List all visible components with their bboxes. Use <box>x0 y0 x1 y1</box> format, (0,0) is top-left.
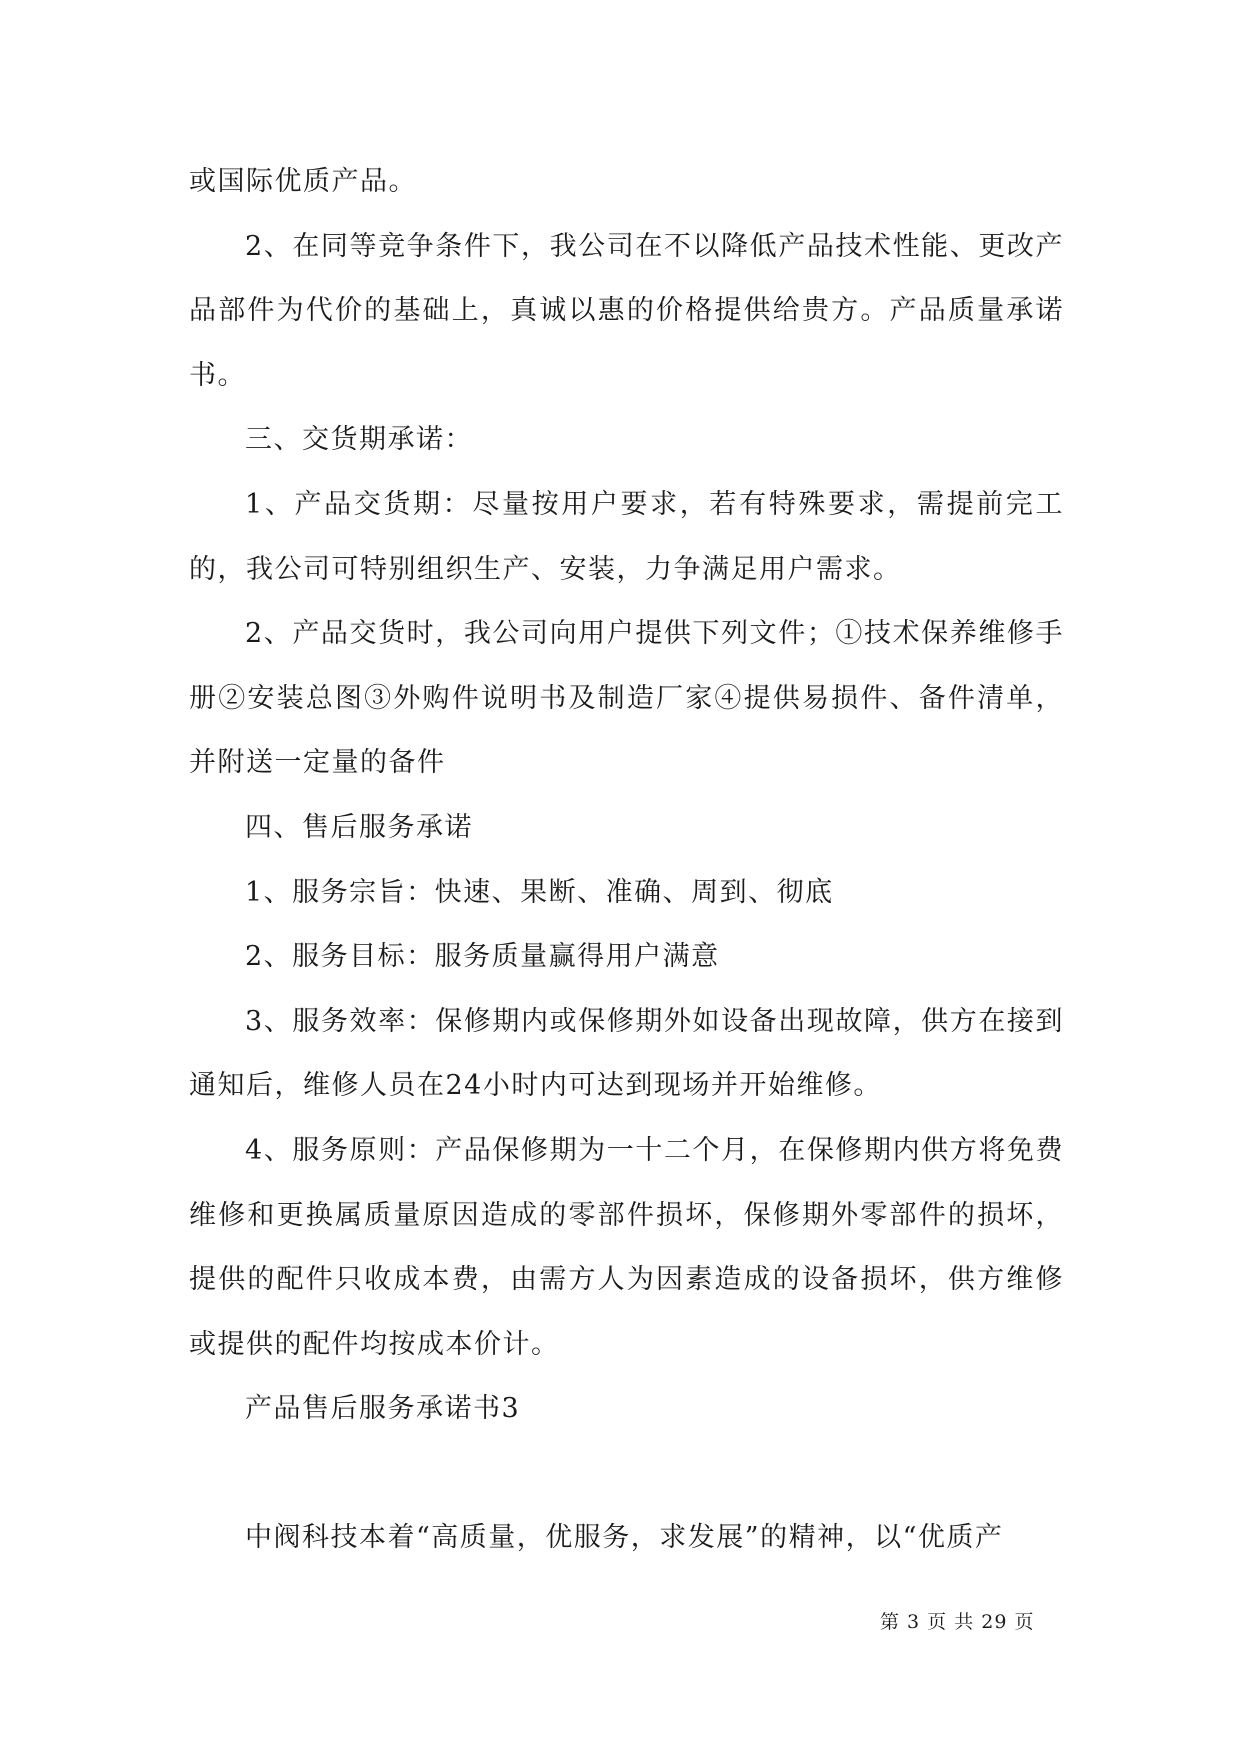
blank-line <box>189 1442 1064 1506</box>
paragraph-service-4: 4、服务原则：产品保修期为一十二个月，在保修期内供方将免费维修和更换属质量原因造成的零部件损坏，保修期外零部件的损坏，提供的配件只收成本费，由需方人为因素造成的设备损坏，供方维修或提供的配件均按成本价计。 <box>189 1134 1064 1360</box>
section-heading-delivery: 三、交货期承诺： <box>245 424 473 456</box>
paragraph-intro: 中阀科技本着“高质量，优服务，求发展”的精神，以“优质产 <box>245 1521 1004 1553</box>
paragraph-service-2: 2、服务目标：服务质量赢得用户满意 <box>245 941 720 973</box>
document-body <box>189 150 1064 1570</box>
page-footer: 第 3 页 共 29 页 <box>880 1611 1035 1633</box>
paragraph-delivery-1: 1、产品交货期：尽量按用户要求，若有特殊要求，需提前完工的，我公司可特别组织生产、安装，力争满足用户需求。 <box>189 488 1064 585</box>
paragraph-1: 或国际优质产品。 <box>189 166 417 197</box>
section-title-3: 产品售后服务承诺书3 <box>245 1393 521 1425</box>
section-heading-service: 四、售后服务承诺 <box>245 811 473 843</box>
paragraph-delivery-2: 2、产品交货时，我公司向用户提供下列文件；①技术保养维修手册②安装总图③外购件说明书及制造厂家④提供易损件、备件清单，并附送一定量的备件 <box>189 618 1064 779</box>
paragraph-service-3: 3、服务效率：保修期内或保修期外如设备出现故障，供方在接到通知后，维修人员在24小时内可达到现场并开始维修。 <box>189 1005 1064 1102</box>
paragraph-service-1: 1、服务宗旨：快速、果断、准确、周到、彻底 <box>245 876 834 908</box>
paragraph-2: 2、在同等竞争条件下，我公司在不以降低产品技术性能、更改产品部件为代价的基础上，真诚以惠的价格提供给贵方。产品质量承诺书。 <box>189 230 1064 391</box>
